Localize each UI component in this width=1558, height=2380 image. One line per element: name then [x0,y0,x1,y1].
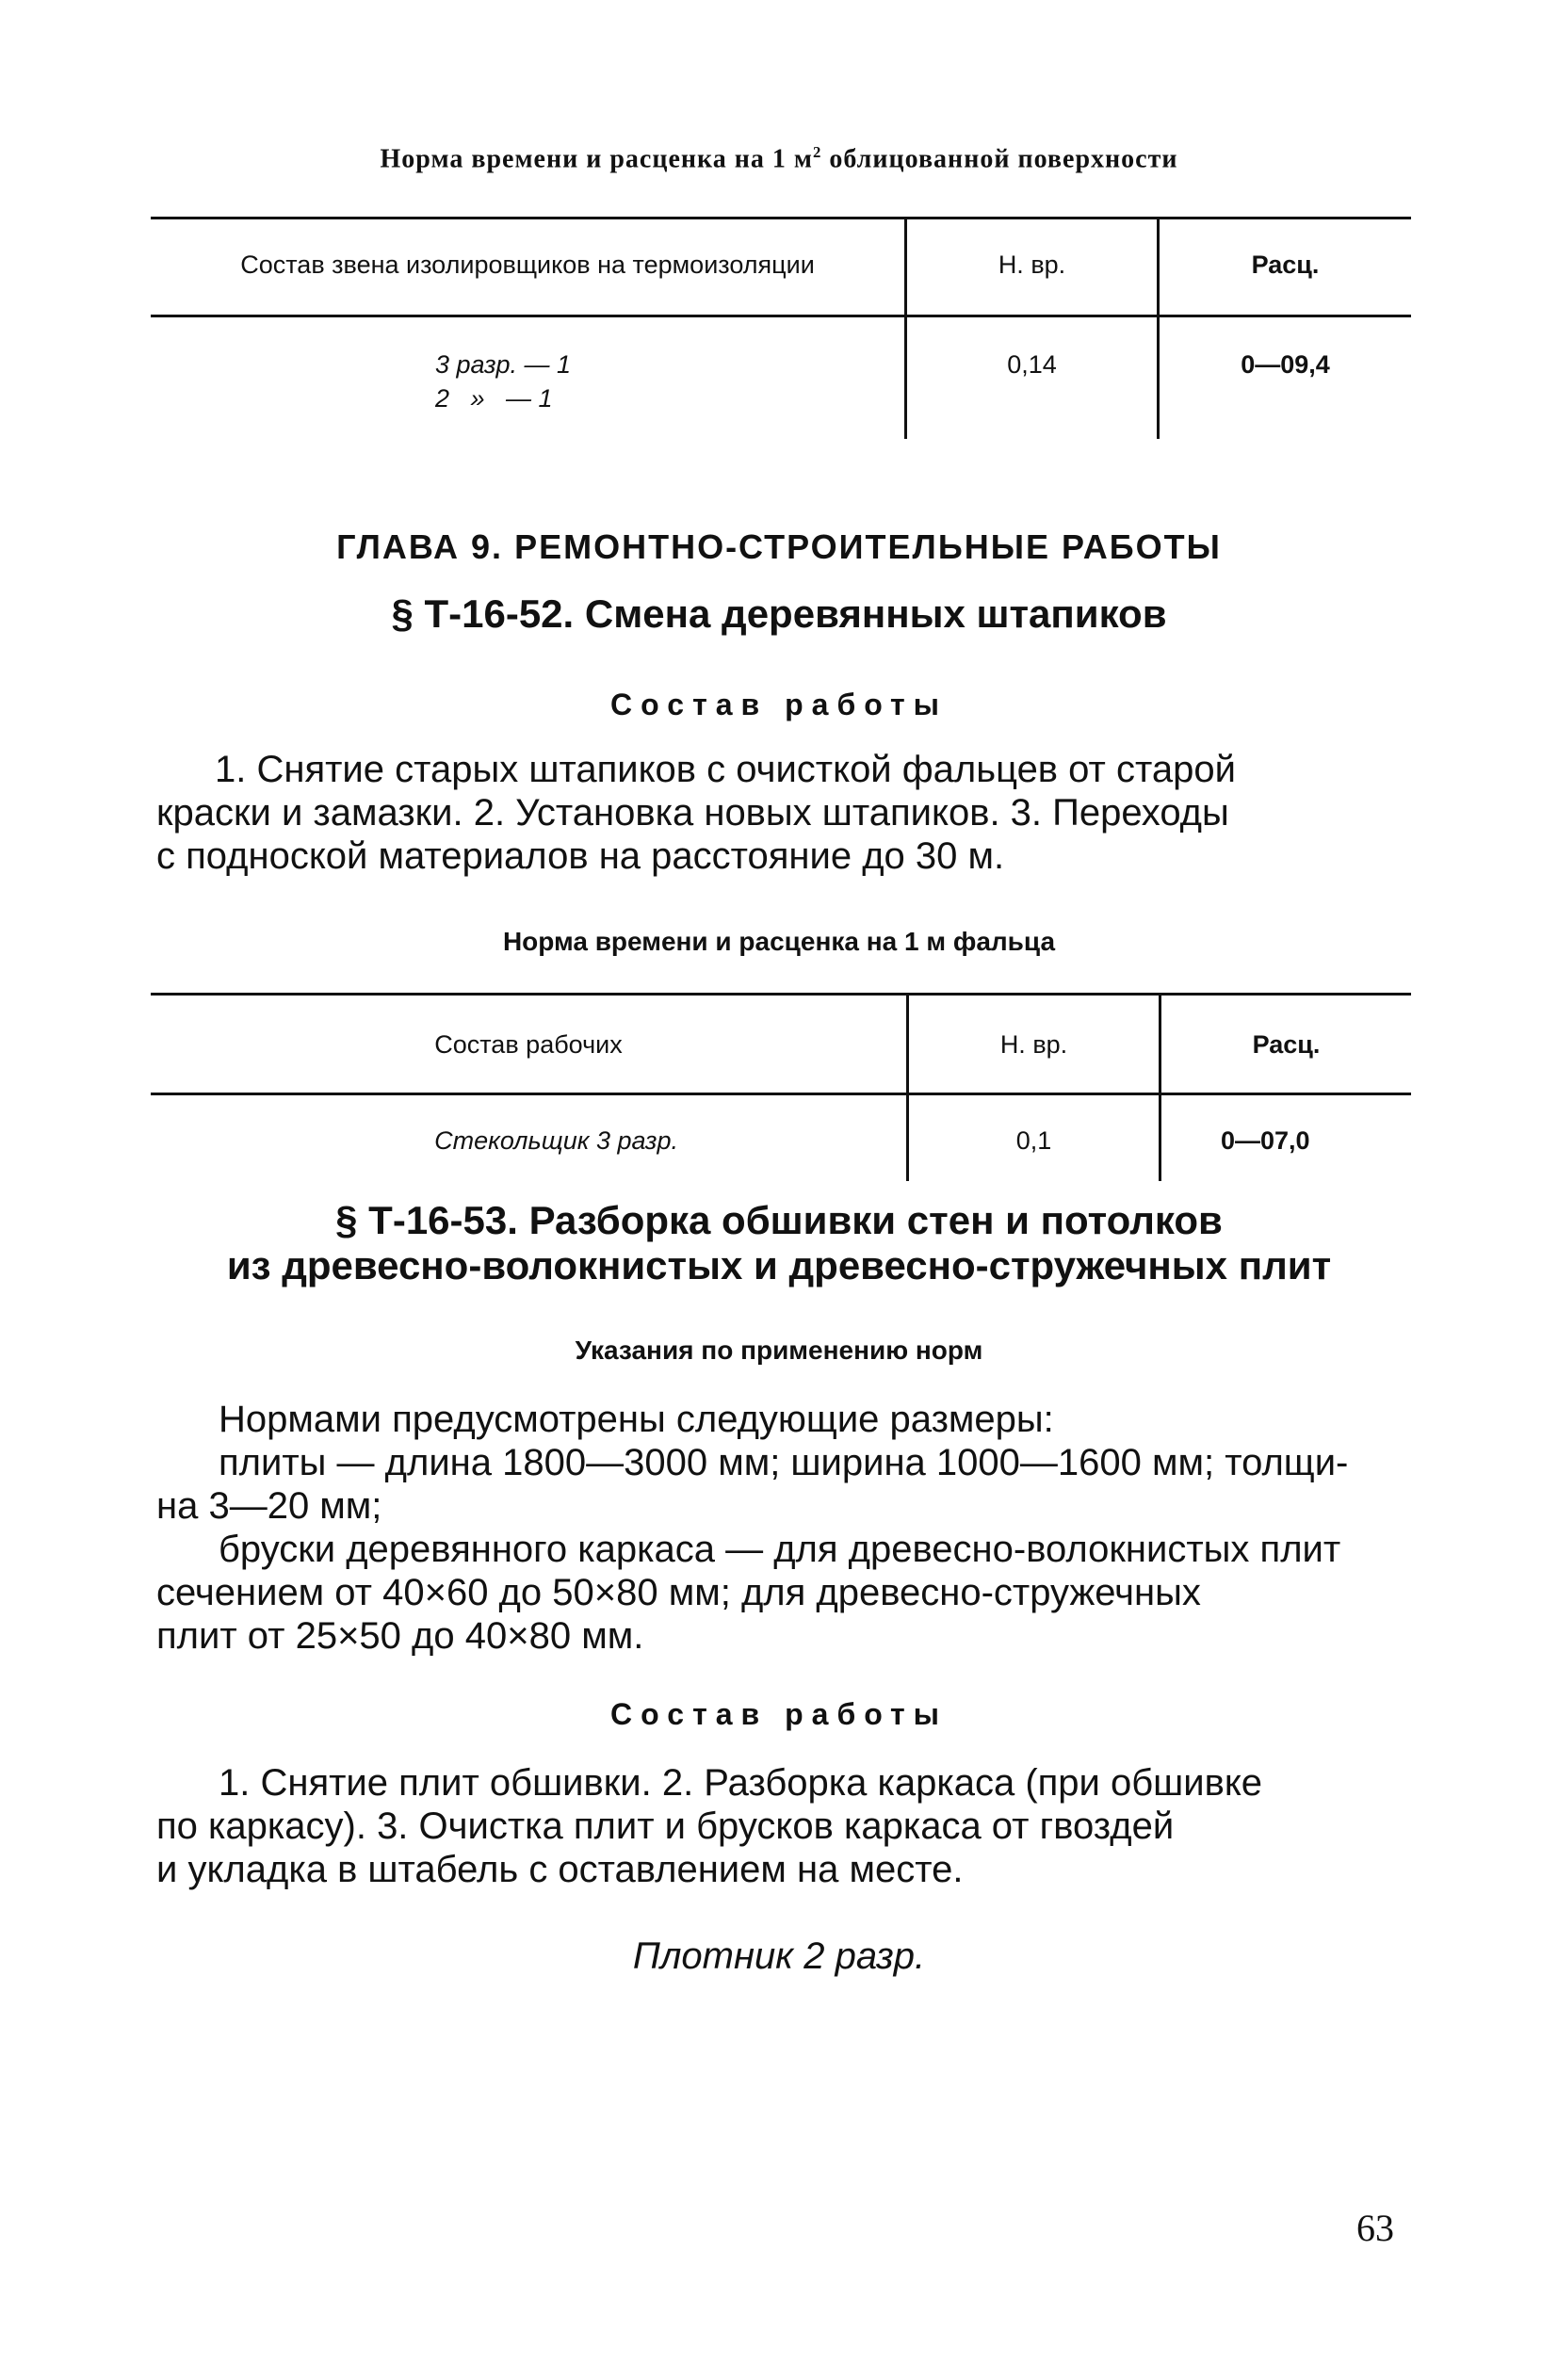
paragraph-line: 1. Снятие старых штапиков с очисткой фальцев от старой [215,749,1236,790]
chapter-heading: ГЛАВА 9. РЕМОНТНО-СТРОИТЕЛЬНЫЕ РАБОТЫ [336,527,1222,566]
table-cell-worker: Стекольщик 3 разр. [434,1126,678,1155]
section-53-instructions-heading: Указания по применению норм [575,1336,983,1365]
paragraph-line: по каркасу). 3. Очистка плит и брусков каркаса от гвоздей [156,1805,1175,1847]
paragraph-line: бруски деревянного каркаса — для древесно-волокнистых плит [219,1529,1341,1570]
table-header-workers: Состав рабочих [434,1030,623,1059]
paragraph-line: на 3—20 мм; [156,1485,382,1527]
section-53-title-line1: § Т-16-53. Разборка обшивки стен и потолков [335,1198,1223,1242]
section-53-worker: Плотник 2 разр. [632,1935,926,1977]
page-number: 63 [1356,2207,1394,2249]
table-header-crew: Состав звена изолировщиков на термоизоляции [240,251,815,279]
table-header-time: Н. вр. [999,1030,1068,1059]
table-cell-crew-line1: 3 разр. — 1 [435,350,572,379]
section-52-title: § Т-16-52. Смена деревянных штапиков [391,591,1167,636]
section-52-work-heading: Состав работы [610,688,948,721]
table-header-rate: Расц. [1251,251,1320,279]
paragraph-line: плит от 25×50 до 40×80 мм. [156,1615,644,1657]
table-cell-rate: 0—09,4 [1241,350,1330,379]
table-cell-time: 0,14 [1007,350,1057,379]
paragraph-line: сечением от 40×60 до 50×80 мм; для древесно-стружечных [156,1572,1201,1613]
table-header-time: Н. вр. [998,251,1066,279]
paragraph-line: Нормами предусмотрены следующие размеры: [219,1399,1054,1440]
table-header-rate: Расц. [1252,1030,1321,1059]
paragraph-line: и укладка в штабель с оставлением на месте. [156,1849,964,1890]
section-53-work-heading: Состав работы [610,1697,948,1731]
paragraph-line: 1. Снятие плит обшивки. 2. Разборка каркаса (при обшивке [219,1762,1263,1804]
section-53-work-text [156,1761,1411,1891]
paragraph-line: краски и замазки. 2. Установка новых штапиков. 3. Переходы [156,792,1229,834]
top-norm-caption: Норма времени и расценка на 1 $м^2$ облицованной поверхности [380,143,1178,174]
table-cell-crew-line2: 2 » — 1 [435,384,553,413]
table-rule [151,217,1411,219]
table-rule [151,993,1411,996]
section-52-work-text [156,748,1411,878]
table-cell-time: 0,1 [1015,1126,1052,1155]
section-53-title-line2: из древесно-волокнистых и древесно-стружечных плит [226,1243,1332,1287]
paragraph-line: плиты — длина 1800—3000 мм; ширина 1000—1600 мм; толщи- [219,1442,1349,1483]
paragraph-line: с подноской материалов на расстояние до 30 м. [156,835,1005,877]
table-column-divider [1159,993,1161,1181]
table-rule [151,1093,1411,1095]
section-53-instructions-text [156,1398,1411,1658]
section-52-norm-caption: Норма времени и расценка на 1 м фальца [502,927,1056,956]
table-rule [151,315,1411,317]
table-cell-rate: 0—07,0 [1221,1126,1310,1155]
